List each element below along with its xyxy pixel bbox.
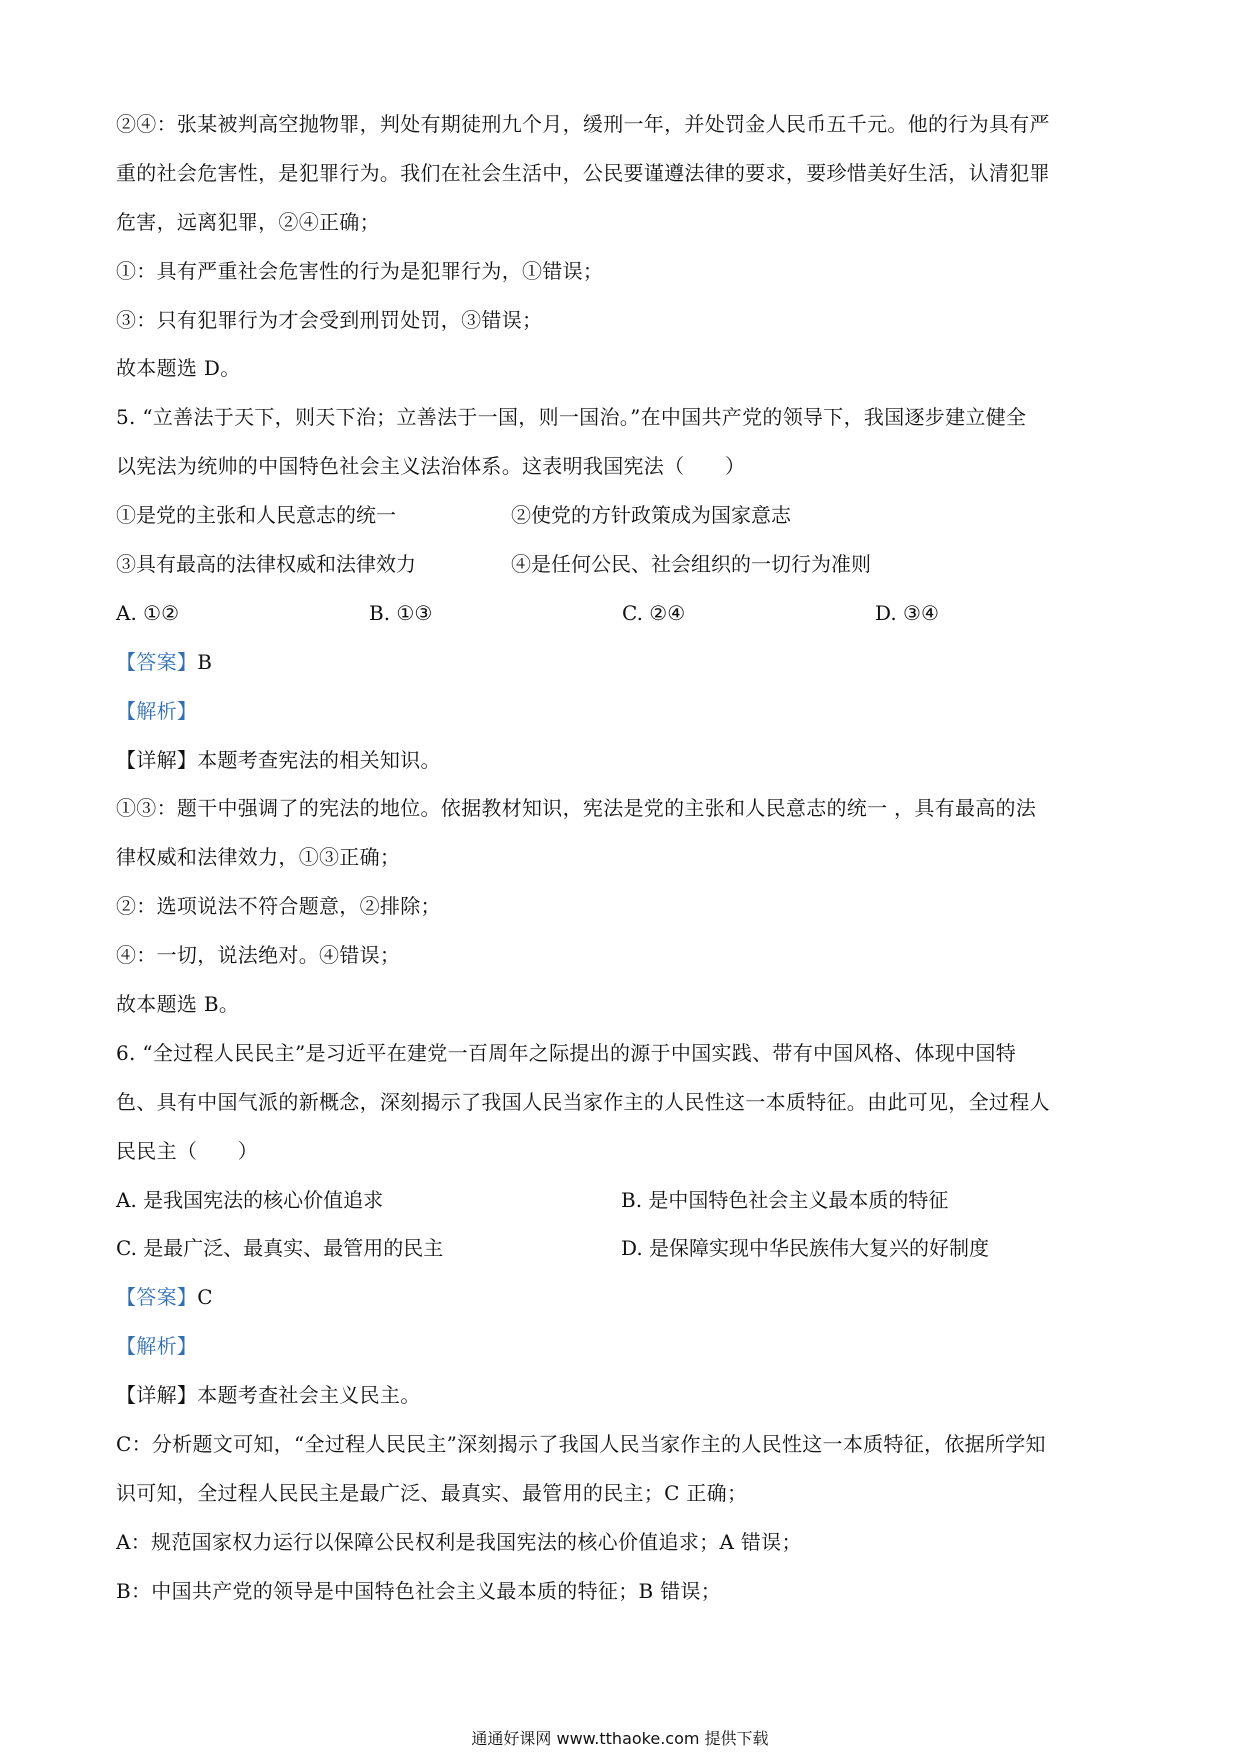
q5-statement: ①是党的主张和人民意志的统一	[116, 503, 396, 528]
q5-detail-line: ②：选项说法不符合题意，②排除；	[116, 894, 441, 919]
page-footer: 通通好课网 www.tthaoke.com 提供下载	[471, 1729, 769, 1748]
q6-stem-line: 民民主（ ）	[116, 1138, 259, 1163]
q5-statement: ③具有最高的法律权威和法律效力	[116, 552, 416, 577]
q5-detail-line: 故本题选 B。	[116, 992, 240, 1017]
q5-stem-line: 以宪法为统帅的中国特色社会主义法治体系。这表明我国宪法（ ）	[116, 454, 746, 479]
q6-stem-line: 色、具有中国气派的新概念，深刻揭示了我国人民当家作主的人民性这一本质特征。由此可见，全过程人	[116, 1089, 1050, 1114]
q6-detail-line: C：分析题文可知，“全过程人民民主”深刻揭示了我国人民当家作主的人民性这一本质特征，依据所学知	[116, 1432, 1046, 1457]
q6-detail-line: B：中国共产党的领导是中国特色社会主义最本质的特征；B 错误；	[116, 1578, 722, 1603]
q5-detail-line: 律权威和法律效力，①③正确；	[116, 845, 401, 870]
paragraph-line: ③：只有犯罪行为才会受到刑罚处罚，③错误；	[116, 307, 543, 332]
q6-detail-line: 【详解】本题考查社会主义民主。	[116, 1383, 421, 1408]
answer-tag: 【答案】	[116, 649, 198, 674]
analysis-tag: 【解析】	[116, 1334, 198, 1359]
q6-answer	[116, 1273, 1126, 1322]
analysis-tag: 【解析】	[116, 698, 198, 723]
q5-statements-row	[116, 491, 1126, 540]
document-page	[116, 100, 1126, 1616]
answer-value: B	[197, 649, 213, 674]
q6-option-c: C. 是最广泛、最真实、最管用的民主	[116, 1236, 444, 1261]
q6-options-row	[116, 1224, 1126, 1273]
q6-option-b: B. 是中国特色社会主义最本质的特征	[621, 1187, 949, 1212]
q6-option-a: A. 是我国宪法的核心价值追求	[116, 1187, 384, 1212]
q5-option-d: D. ③④	[875, 600, 939, 625]
q5-analysis-heading	[116, 687, 1126, 736]
q6-stem-line: 6. “全过程人民民主”是习近平在建党一百周年之际提出的源于中国实践、带有中国风格、体现中国特	[116, 1040, 1016, 1065]
q6-options-row	[116, 1176, 1126, 1225]
q5-statement: ④是任何公民、社会组织的一切行为准则	[511, 552, 871, 577]
q5-detail-line: ④：一切，说法绝对。④错误；	[116, 943, 401, 968]
answer-tag: 【答案】	[116, 1285, 198, 1310]
q6-detail-line: A：规范国家权力运行以保障公民权利是我国宪法的核心价值追求；A 错误；	[116, 1529, 802, 1554]
paragraph-line: 重的社会危害性，是犯罪行为。我们在社会生活中，公民要谨遵法律的要求，要珍惜美好生活，认清犯罪	[116, 160, 1050, 185]
q5-statements-row	[116, 540, 1126, 589]
q5-statement: ②使党的方针政策成为国家意志	[511, 503, 791, 528]
q6-analysis-heading	[116, 1322, 1126, 1371]
q5-option-a: A. ①②	[116, 600, 180, 625]
q6-detail-line: 识可知，全过程人民民主是最广泛、最真实、最管用的民主；C 正确；	[116, 1480, 748, 1505]
q5-option-c: C. ②④	[622, 600, 686, 625]
paragraph-line: ①：具有严重社会危害性的行为是犯罪行为，①错误；	[116, 258, 604, 283]
q5-detail-line: 【详解】本题考查宪法的相关知识。	[116, 747, 441, 772]
paragraph-line: 故本题选 D。	[116, 356, 241, 381]
q5-detail-line: ①③：题干中强调了的宪法的地位。依据教材知识，宪法是党的主张和人民意志的统一 ，具有最高的法	[116, 796, 1037, 821]
q5-options-row	[116, 589, 1126, 638]
paragraph-line: ②④：张某被判高空抛物罪，判处有期徒刑九个月，缓刑一年，并处罚金人民币五千元。他的行为具有严	[116, 112, 1050, 136]
answer-value: C	[197, 1285, 213, 1310]
q5-answer	[116, 638, 1126, 687]
q5-stem-line: 5. “立善法于天下，则天下治；立善法于一国，则一国治。”在中国共产党的领导下，我国逐步建立健全	[116, 405, 1027, 430]
paragraph-line: 危害，远离犯罪，②④正确；	[116, 209, 380, 234]
q6-option-d: D. 是保障实现中华民族伟大复兴的好制度	[621, 1236, 990, 1261]
q5-option-b: B. ①③	[369, 600, 433, 625]
